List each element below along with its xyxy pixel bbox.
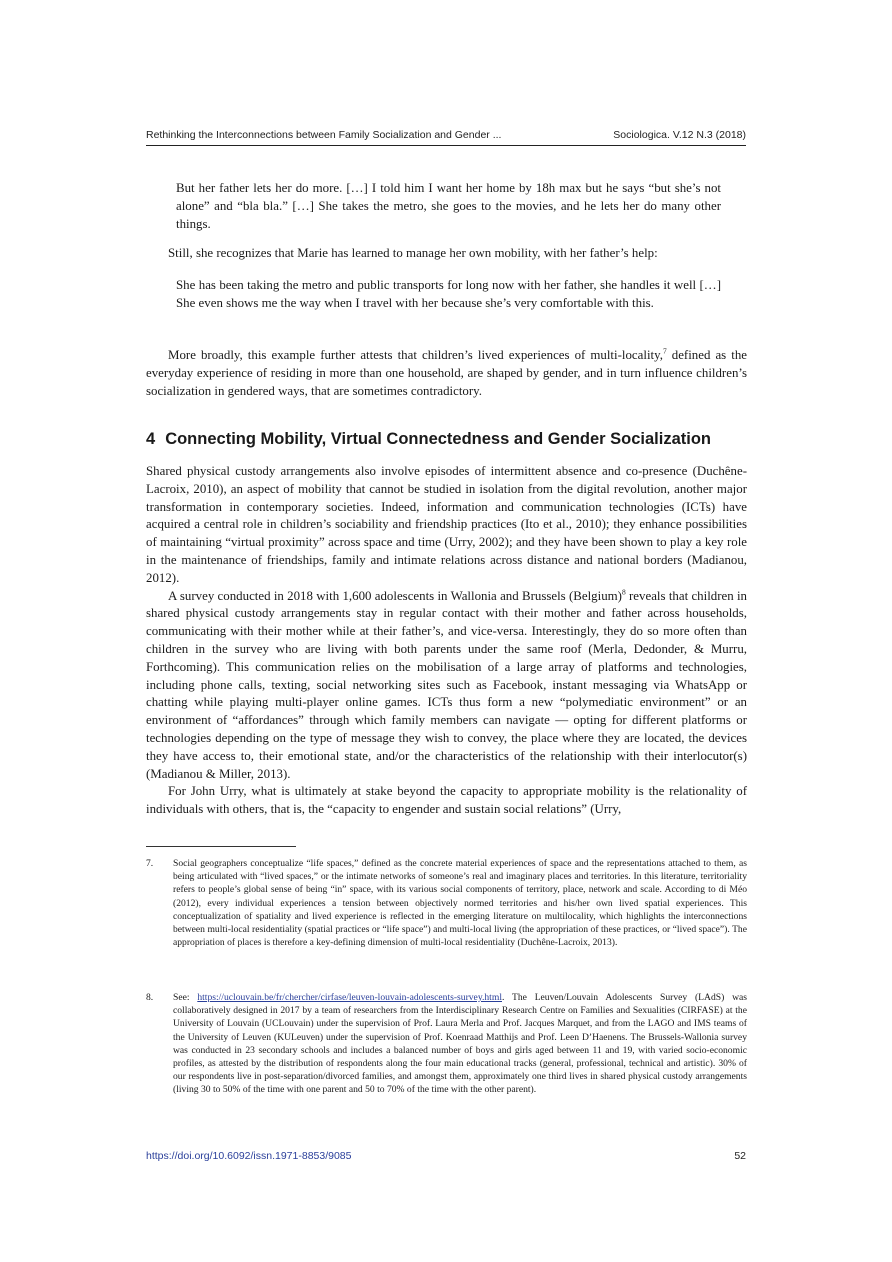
paragraph-text: reveals that children in shared physical custody arrangements stay in regular contact with their mother and father across households, communicating with their mother while at their father’s, and vice-versa. Interestingly, they do so more often than children in the survey who are living with both parents under the same roof (Merla, Dedonder, & Murru, Forthcoming). This communication relies on the mobilisation of a large array of platforms and technologies, including phone calls, texting, social networking sites such as Facebook, instant messaging via WhatsApp or chatting while playing multi-player online games. ICTs thus form a new “polymediatic environment” or an environment of “affordances” through which family members can navigate — opting for different platforms or technologies depending on the type of message they wish to convey, the place where they are located, the devices they have access to, their emotional state, and/or the characteristics of the relationship with their interlocutor(s) (Madianou & Miller, 2013). <box>146 588 748 781</box>
footnote-see: See: <box>173 992 198 1003</box>
paragraph-text: defined as the everyday experience of residing in more than one household, are shaped by gender, and in turn influence children’s socialization in gendered ways, that are sometimes contradictory. <box>146 348 747 398</box>
paragraph-broadly <box>146 347 747 400</box>
footnote-number: 7. <box>146 858 154 869</box>
section-heading <box>146 430 747 449</box>
paragraph-survey <box>146 588 747 784</box>
quote-text: But her father lets her do more. […] I told him I want her home by 18h max but he says “but she’s not alone” and “bla bla.” […] She takes the metro, she goes to the movies, and he lets her do many other things. <box>176 181 721 231</box>
section-body <box>146 463 747 819</box>
block-quote-2 <box>176 277 721 313</box>
footnote-divider <box>146 846 296 847</box>
paragraph-urry: For John Urry, what is ultimately at stake beyond the capacity to appropriate mobility is the relationality of individuals with others, that is, the “capacity to engender and sustain social relations” (Urry, <box>146 784 747 817</box>
journal-volume: Sociologica. V.12 N.3 (2018) <box>613 129 746 141</box>
footnote-ref-8[interactable]: 8 <box>621 587 626 597</box>
footnote-text: . The Leuven/Louvain Adolescents Survey (LAdS) was collaboratively designed in 2017 by a team of researchers from the Interdisciplinary Research Centre on Families and Sexualities (CIRFASE) at the University of Louvain (UCLouvain) under the supervision of Prof. Laura Merla and Prof. Jacques Marquet, and from the LAGO and IMS teams of the University of Leuven (KULeuven) under the supervision of Prof. Koenraad Matthijs and Prof. Leen D’Haenens. The Brussels-Wallonia survey was conducted in 23 secondary schools and includes a balanced number of boys and girls aged between 11 and 19, with varied socio-economic profiles, as attested by the distribution of respondents along the four main educational tracks (general, professional, technical and artistic). 30% of our respondents live in post-separation/divorced families, and amongst them, approximately one third lives in shared physical custody arrangements (living 30 to 50% of the time with one parent and 50 to 70% of the time with the other parent). <box>173 992 747 1096</box>
footnote-ref-7[interactable]: 7 <box>662 346 667 356</box>
quote-text: She has been taking the metro and public transports for long now with her father, she handles it well […] She even shows me the way when I travel with her because she’s very comfortable with this. <box>176 278 721 310</box>
running-header <box>146 127 746 146</box>
section-title: Connecting Mobility, Virtual Connectedness and Gender Socialization <box>165 430 711 448</box>
doi-link[interactable]: https://doi.org/10.6092/issn.1971-8853/9085 <box>146 1150 352 1162</box>
block-quote-1 <box>176 180 721 233</box>
footnote-7 <box>146 857 747 949</box>
page-number: 52 <box>734 1150 746 1162</box>
section-number: 4 <box>146 430 156 448</box>
paragraph-text: A survey conducted in 2018 with 1,600 adolescents in Wallonia and Brussels (Belgium) <box>168 588 622 603</box>
footnote-8 <box>146 991 747 1097</box>
survey-link[interactable]: https://uclouvain.be/fr/chercher/cirfase/leuven-louvain-adolescents-survey.html <box>197 992 502 1003</box>
paragraph-text: More broadly, this example further attests that children’s lived experiences of multi-locality, <box>168 348 663 362</box>
paragraph-text: Still, she recognizes that Marie has learned to manage her own mobility, with her father’s help: <box>168 246 658 260</box>
running-title: Rethinking the Interconnections between Family Socialization and Gender ... <box>146 129 502 141</box>
footnote-number: 8. <box>146 992 154 1003</box>
paragraph-still <box>146 245 747 263</box>
footnote-text: Social geographers conceptualize “life spaces,” defined as the concrete material experiences of space and the representations attached to them, as being articulated with “lived spaces,” or the intimate networks of someone’s real and imaginary places and territories. In this literature, territoriality refers to people’s global sense of being “in” space, with its various social components of territory, place, network and scale. According to di Méo (2012), every individual experiences a tension between objectively normed territories and his/her own lived spatial experiences. This conceptualization of spatiality and lived experience is reflected in the emerging literature on multilocality, which highlights the interconnections between multi-local residentiality (spatial practices or “life space”) and multi-local living (the appropriation of these practices, or “lived space”). The appropriation of places is therefore a key-defining dimension of multi-local residentiality (Duchêne-Lacroix, 2013). <box>173 858 747 949</box>
paragraph-shared: Shared physical custody arrangements also involve episodes of intermittent absence and co-presence (Duchêne-Lacroix, 2010), an aspect of mobility that cannot be studied in isolation from the digital revolution, another major transformation in contemporary societies. Indeed, information and communication technologies (ICTs) have acquired a central role in children’s sociability and friendship practices (Ito et al., 2010); they enhance possibilities of maintaining “virtual proximity” across space and time (Urry, 2002); and they have been shown to play a key role in the maintenance of friendships, family and intimate relations across distance and national borders (Madianou, 2012). <box>146 464 747 585</box>
